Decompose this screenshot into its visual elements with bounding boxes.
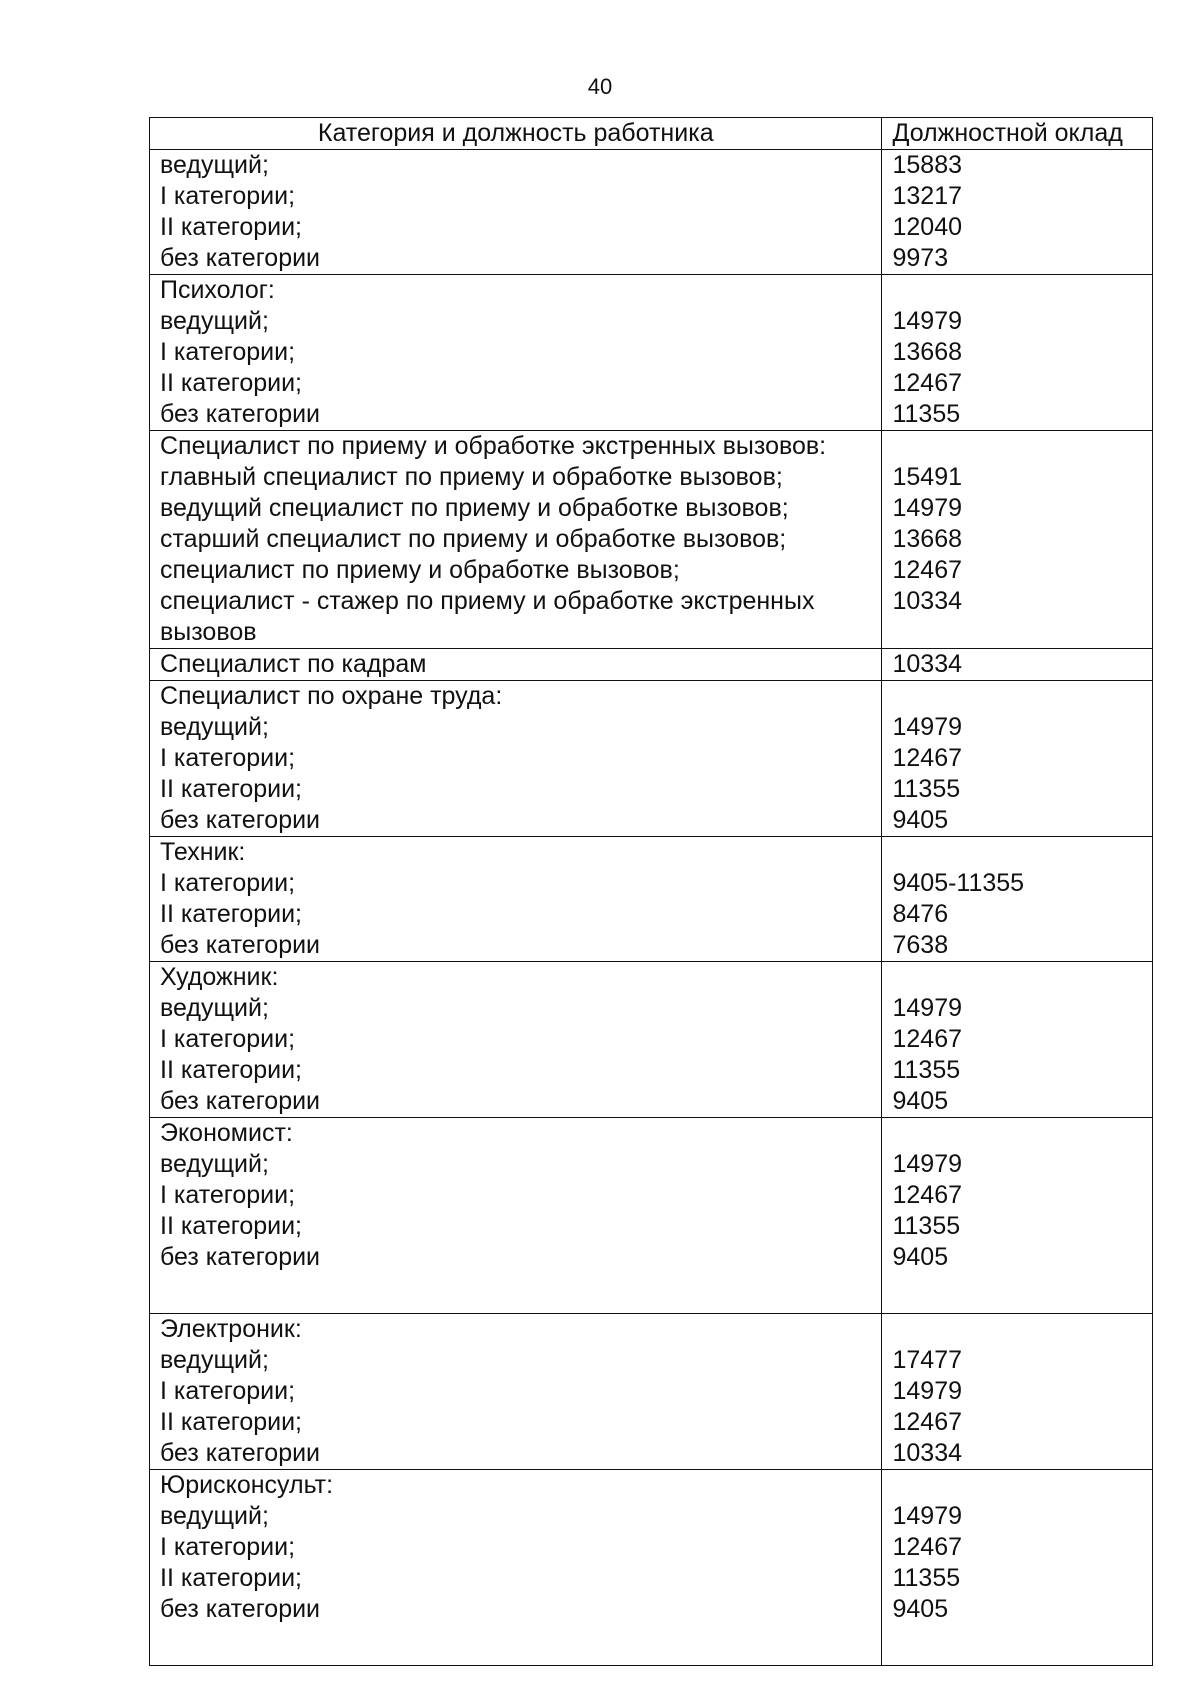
position-line: ведущий; (160, 151, 269, 179)
salary-line: 9405 (892, 1243, 949, 1271)
salary-line: 11355 (892, 1564, 961, 1592)
salary-line: 14979 (892, 1150, 963, 1178)
salary-line: 8476 (892, 900, 949, 928)
salary-line: 9405-11355 (892, 869, 1025, 897)
salary-line: 11355 (892, 1212, 961, 1240)
salary-cell (882, 150, 1153, 275)
salary-line: 12467 (892, 369, 963, 397)
position-cell (150, 962, 882, 1118)
position-line: ведущий специалист по приему и обработке вызовов; (160, 494, 789, 522)
position-line: II категории; (160, 775, 303, 803)
position-line: I категории; (160, 1181, 296, 1209)
position-line: ведущий; (160, 1502, 269, 1530)
position-line: без категории (160, 1439, 321, 1467)
position-line: специалист по приему и обработке вызовов; (160, 556, 680, 584)
salary-line: 10334 (892, 650, 963, 678)
position-line: Специалист по кадрам (160, 650, 427, 678)
salary-line: 12467 (892, 1181, 963, 1209)
salary-line: 11355 (892, 1056, 961, 1084)
salary-line: 12467 (892, 556, 963, 584)
salary-cell (882, 649, 1153, 681)
table-body (150, 150, 1153, 1666)
position-line: I категории; (160, 1377, 296, 1405)
salary-cell (882, 1314, 1153, 1470)
position-line: ведущий; (160, 994, 269, 1022)
position-line: без категории (160, 1243, 321, 1271)
position-cell (150, 1470, 882, 1666)
salary-line (892, 431, 1152, 462)
position-cell (150, 681, 882, 837)
position-line: Специалист по охране труда: (160, 682, 503, 710)
salary-line: 13668 (892, 338, 963, 366)
position-line: вызовов (160, 618, 257, 646)
position-line: I категории; (160, 1533, 296, 1561)
salary-line (892, 1314, 1152, 1345)
salary-line: 13668 (892, 525, 963, 553)
salary-line: 12467 (892, 1025, 963, 1053)
salary-line: 11355 (892, 775, 961, 803)
position-line: I категории; (160, 744, 296, 772)
salary-line: 14979 (892, 494, 963, 522)
position-line: Экономист: (160, 1119, 293, 1147)
position-line: без категории (160, 400, 321, 428)
salary-line: 10334 (892, 1439, 963, 1467)
position-line: I категории; (160, 1025, 296, 1053)
table-row (150, 962, 1153, 1118)
position-line: без категории (160, 806, 321, 834)
spacer (160, 1625, 881, 1665)
salary-line (892, 681, 1152, 712)
salary-line (892, 962, 1152, 993)
salary-line (892, 1118, 1152, 1149)
salary-line (892, 1470, 1152, 1501)
spacer (892, 1625, 1152, 1665)
salary-table (149, 117, 1153, 1666)
position-cell (150, 649, 882, 681)
salary-line: 9973 (892, 244, 949, 272)
position-line: II категории; (160, 1564, 303, 1592)
header-salary: Должностной оклад (882, 118, 1153, 150)
header-position: Категория и должность работника (150, 118, 882, 150)
salary-line: 14979 (892, 994, 963, 1022)
salary-line: 12467 (892, 1408, 963, 1436)
position-cell (150, 431, 882, 649)
position-line: I категории; (160, 869, 296, 897)
position-line: ведущий; (160, 307, 269, 335)
salary-cell (882, 681, 1153, 837)
table-row (150, 431, 1153, 649)
position-line: II категории; (160, 1408, 303, 1436)
position-line: Юрисконсульт: (160, 1471, 334, 1499)
position-cell (150, 1314, 882, 1470)
salary-line: 14979 (892, 1377, 963, 1405)
salary-line: 14979 (892, 713, 963, 741)
position-line: главный специалист по приему и обработке вызовов; (160, 463, 783, 491)
position-line: без категории (160, 931, 321, 959)
salary-line: 12467 (892, 744, 963, 772)
position-line: Специалист по приему и обработке экстренных вызовов: (160, 432, 827, 460)
table-row (150, 649, 1153, 681)
salary-cell (882, 837, 1153, 962)
position-line: Психолог: (160, 276, 275, 304)
salary-cell (882, 431, 1153, 649)
position-line: II категории; (160, 1056, 303, 1084)
position-line: без категории (160, 1087, 321, 1115)
salary-line: 14979 (892, 1502, 963, 1530)
salary-cell (882, 1470, 1153, 1666)
salary-line: 9405 (892, 1087, 949, 1115)
spacer (892, 1273, 1152, 1313)
table-row (150, 275, 1153, 431)
table-header-row (150, 118, 1153, 150)
position-cell (150, 150, 882, 275)
position-line: Электроник: (160, 1315, 302, 1343)
position-line: II категории; (160, 1212, 303, 1240)
position-cell (150, 275, 882, 431)
table-row (150, 1314, 1153, 1470)
salary-cell (882, 1118, 1153, 1314)
salary-line: 11355 (892, 400, 961, 428)
position-line: II категории; (160, 900, 303, 928)
table-row (150, 150, 1153, 275)
position-line: специалист - стажер по приему и обработке экстренных (160, 587, 815, 615)
position-line: Художник: (160, 963, 279, 991)
position-line: ведущий; (160, 713, 269, 741)
position-line: I категории; (160, 182, 296, 210)
salary-line: 17477 (892, 1346, 963, 1374)
position-line: Техник: (160, 838, 246, 866)
salary-cell (882, 275, 1153, 431)
salary-line: 15491 (892, 463, 963, 491)
position-line: II категории; (160, 213, 303, 241)
salary-line: 14979 (892, 307, 963, 335)
position-line: ведущий; (160, 1346, 269, 1374)
position-line: старший специалист по приему и обработке вызовов; (160, 525, 787, 553)
table-row (150, 837, 1153, 962)
position-line: ведущий; (160, 1150, 269, 1178)
position-line: без категории (160, 244, 321, 272)
salary-line: 15883 (892, 151, 963, 179)
salary-line: 12467 (892, 1533, 963, 1561)
position-line: I категории; (160, 338, 296, 366)
table-row (150, 1470, 1153, 1666)
page-number: 40 (587, 74, 613, 99)
table-row (150, 1118, 1153, 1314)
salary-cell (882, 962, 1153, 1118)
table-row (150, 681, 1153, 837)
position-line: II категории; (160, 369, 303, 397)
salary-line (892, 837, 1152, 868)
spacer (160, 1273, 881, 1313)
salary-line: 12040 (892, 213, 963, 241)
position-cell (150, 1118, 882, 1314)
salary-line: 9405 (892, 806, 949, 834)
salary-line (892, 275, 1152, 306)
salary-line: 10334 (892, 587, 963, 615)
salary-line: 9405 (892, 1595, 949, 1623)
position-cell (150, 837, 882, 962)
position-line: без категории (160, 1595, 321, 1623)
salary-line (892, 617, 1152, 648)
salary-line: 7638 (892, 931, 949, 959)
salary-line: 13217 (892, 182, 963, 210)
